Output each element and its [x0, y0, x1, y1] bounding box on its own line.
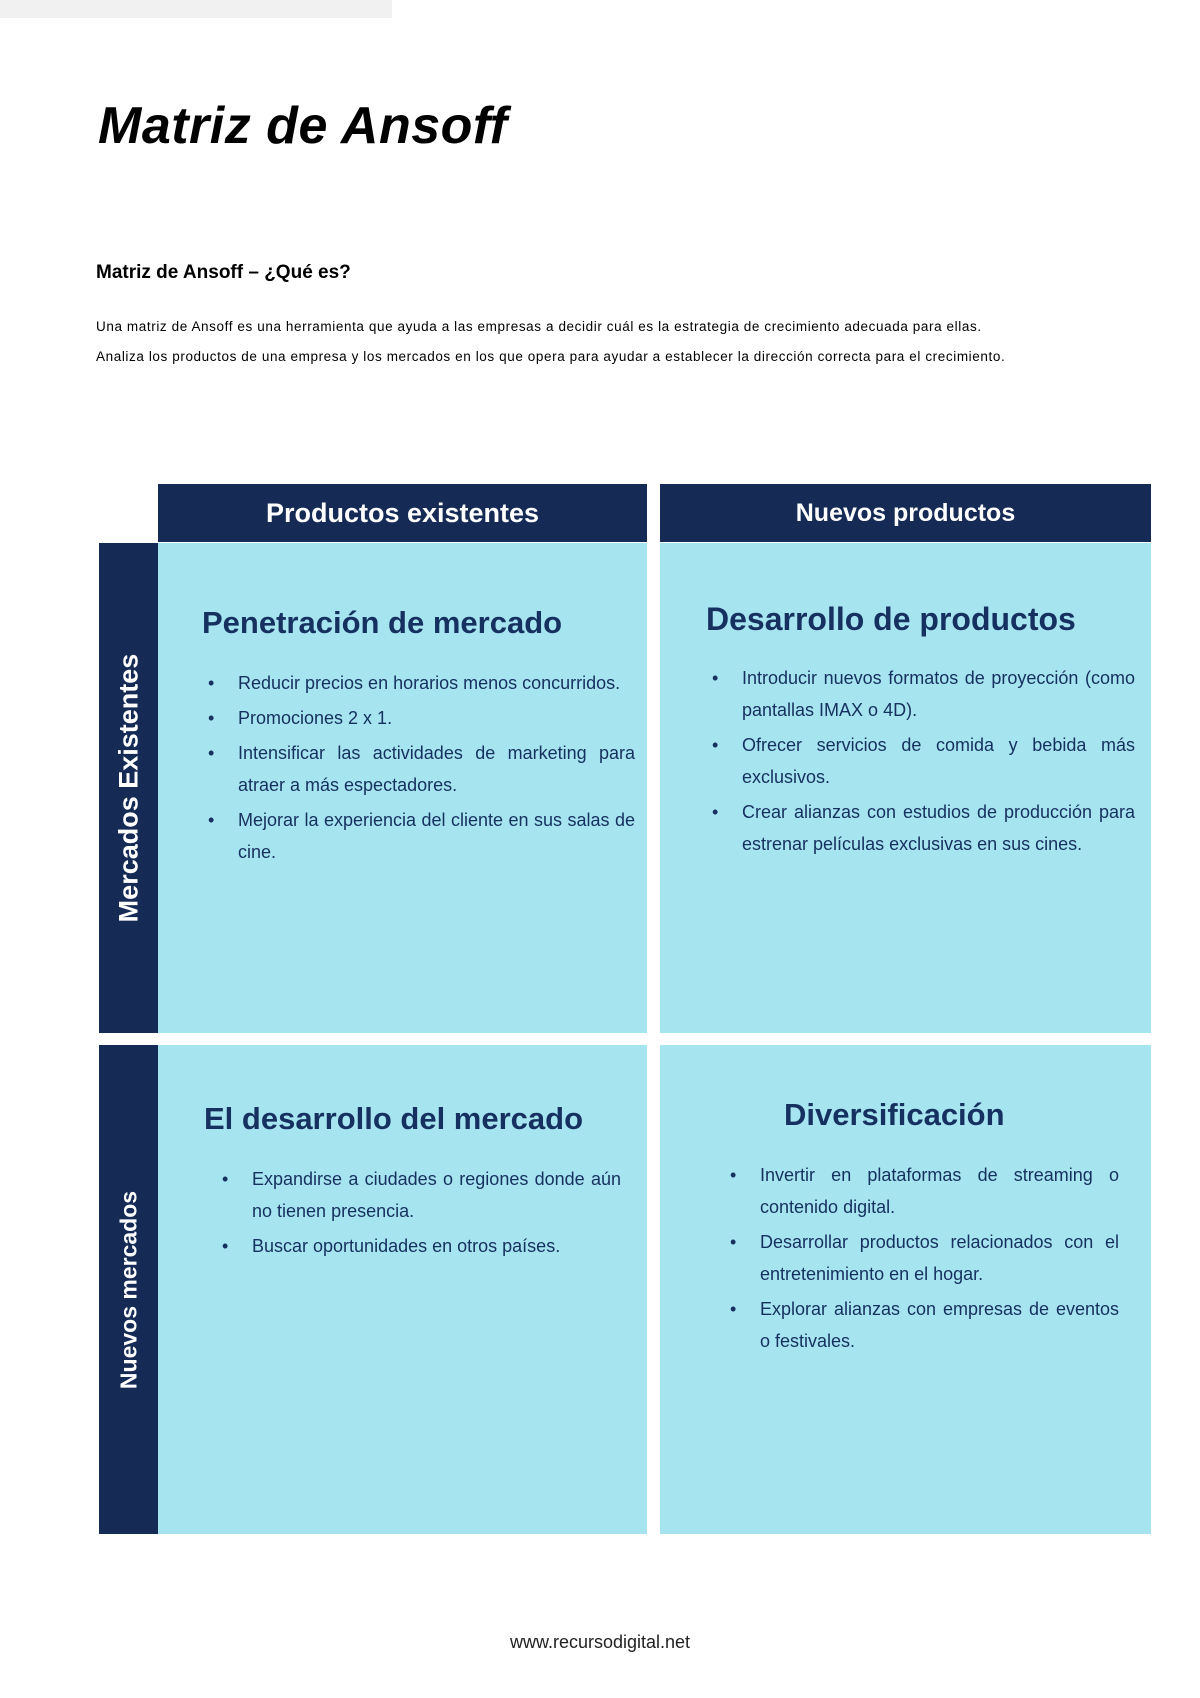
list-item: • Introducir nuevos formatos de proyección (como pantallas IMAX o 4D).	[706, 662, 1135, 726]
bullet-dot-icon: •	[712, 802, 719, 822]
bullet-dot-icon: •	[730, 1232, 737, 1252]
list-item: • Desarrollar productos relacionados con el entretenimiento en el hogar.	[724, 1226, 1119, 1290]
list-item: • Invertir en plataformas de streaming o contenido digital.	[724, 1159, 1119, 1223]
list-item: • Buscar oportunidades en otros países.	[216, 1230, 621, 1262]
cell-title: Diversificación	[784, 1097, 1005, 1132]
bullet-dot-icon: •	[730, 1299, 737, 1319]
list-item: • Mejorar la experiencia del cliente en sus salas de cine.	[202, 804, 635, 868]
intro-text	[96, 318, 1156, 378]
bullet-dot-icon: •	[222, 1169, 229, 1189]
cell-bullet-list	[706, 662, 1135, 860]
list-item: • Crear alianzas con estudios de producción para estrenar películas exclusivas en sus cines.	[706, 796, 1135, 860]
row-header-new-markets	[99, 1045, 158, 1534]
cell-diversification	[660, 1045, 1151, 1534]
bullet-dot-icon: •	[730, 1165, 737, 1185]
cell-bullet-list	[202, 667, 635, 868]
bullet-dot-icon: •	[712, 668, 719, 688]
row-header-existing-markets	[99, 543, 158, 1033]
intro-paragraph: Una matriz de Ansoff es una herramienta que ayuda a las empresas a decidir cuál es la estrategia de crecimiento adecuada para ellas.	[96, 319, 982, 334]
list-item: • Ofrecer servicios de comida y bebida más exclusivos.	[706, 729, 1135, 793]
cell-product-development	[660, 543, 1151, 1033]
list-item: • Expandirse a ciudades o regiones donde aún no tienen presencia.	[216, 1163, 621, 1227]
footer-url[interactable]: www.recursodigital.net	[509, 1632, 691, 1652]
intro-paragraph: Analiza los productos de una empresa y los mercados en los que opera para ayudar a establecer la dirección correcta para el crecimiento.	[96, 349, 1006, 364]
bullet-dot-icon: •	[712, 735, 719, 755]
row-header-label: Mercados Existentes	[113, 653, 143, 923]
column-header-existing-products: Productos existentes	[158, 484, 647, 542]
column-header-new-products: Nuevos productos	[660, 484, 1151, 542]
cell-market-penetration	[158, 543, 647, 1033]
list-item: • Intensificar las actividades de marketing para atraer a más espectadores.	[202, 737, 635, 801]
cell-title: Desarrollo de productos	[706, 601, 1076, 637]
cell-title: El desarrollo del mercado	[204, 1101, 584, 1136]
bullet-dot-icon: •	[208, 743, 215, 763]
bullet-dot-icon: •	[208, 810, 215, 830]
section-subtitle: Matriz de Ansoff – ¿Qué es?	[96, 262, 351, 283]
cell-title: Penetración de mercado	[202, 605, 563, 640]
bullet-dot-icon: •	[222, 1236, 229, 1256]
list-item: • Reducir precios en horarios menos concurridos.	[202, 667, 635, 699]
bullet-dot-icon: •	[208, 673, 215, 693]
bullet-dot-icon: •	[208, 708, 215, 728]
page-title: Matriz de Ansoff	[98, 97, 508, 155]
list-item: • Explorar alianzas con empresas de eventos o festivales.	[724, 1293, 1119, 1357]
cell-market-development	[158, 1045, 647, 1534]
cell-bullet-list	[724, 1159, 1119, 1357]
row-header-label: Nuevos mercados	[115, 1190, 141, 1389]
top-strip	[0, 0, 392, 18]
list-item: • Promociones 2 x 1.	[202, 702, 635, 734]
cell-bullet-list	[204, 1163, 621, 1262]
